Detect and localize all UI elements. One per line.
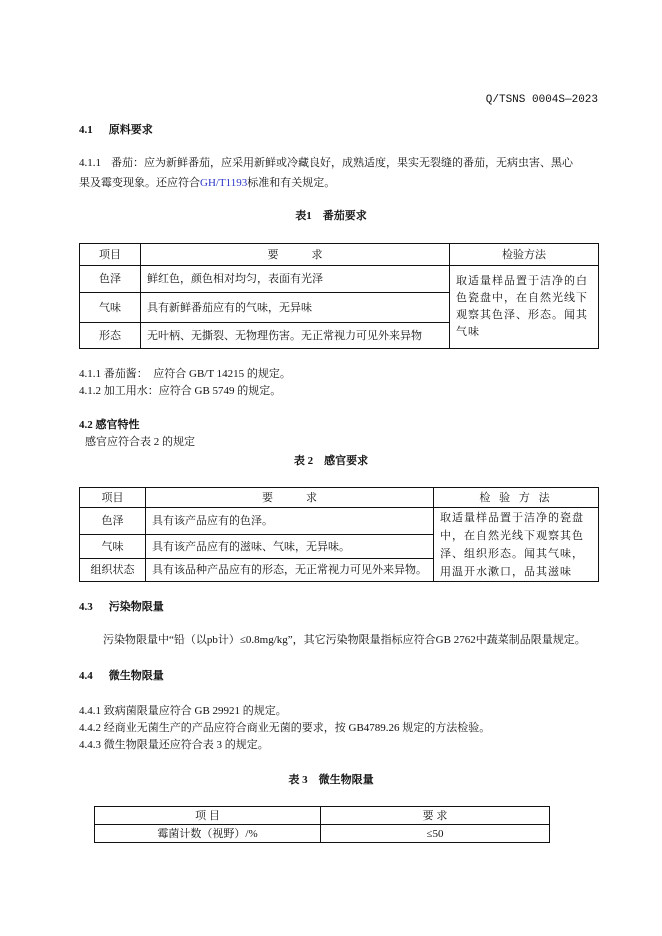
header-cell: 检验方法 <box>450 244 599 266</box>
para-text: 标准和有关规定。 <box>247 177 336 189</box>
para-number: 4.1.1 <box>79 157 101 169</box>
header-cell: 要 求 <box>141 244 450 266</box>
item-cell: 组织状态 <box>80 559 146 582</box>
header-cell: 要 求 <box>146 488 434 508</box>
table-2-title: 表 2 感官要求 <box>293 455 369 467</box>
table-header-row <box>80 488 599 508</box>
requirement-cell: 鲜红色，颜色相对均匀，表面有光泽 <box>141 266 450 293</box>
heading-number: 4.4 <box>79 670 93 682</box>
requirement-cell: 无叶柄、无撕裂、无物理伤害。无正常视力可见外来异物 <box>141 323 450 349</box>
method-cell: 取适量样品置于洁净的瓷盘中，在自然光线下观察其色泽、组织形态。闻其气味，用温开水漱口，品其滋味 <box>434 508 599 582</box>
document-code: Q/TSNS 0004S—2023 <box>485 94 598 106</box>
requirement-cell: 具有新鲜番茄应有的气味，无异味 <box>141 293 450 323</box>
requirement-cell: 具有该产品应有的色泽。 <box>146 508 434 535</box>
heading-text: 污染物限量 <box>108 601 164 613</box>
heading-text: 原料要求 <box>108 124 153 136</box>
section-4-3-heading <box>79 600 164 614</box>
section-4-4-heading <box>79 669 164 683</box>
heading-text: 微生物限量 <box>108 670 164 682</box>
heading-number: 4.3 <box>79 601 93 613</box>
para-text: 果及霉变现象。还应符合 <box>79 177 200 189</box>
table-row <box>95 825 550 843</box>
paragraph-4-1-1-cont <box>79 176 335 190</box>
requirement-cell: 具有该品种产品应有的形态，无正常视力可见外来异物。 <box>146 559 434 582</box>
paragraph-4-3: 污染物限量中“铅（以pb计）≤0.8mg/kg”，其它污染物限量指标应符合GB 2762中蔬菜制品限量规定。 <box>103 634 586 646</box>
header-cell: 项目 <box>80 244 141 266</box>
section-4-2-heading: 4.2 感官特性 <box>79 419 140 431</box>
table-header-row <box>80 244 599 266</box>
item-cell: 气味 <box>80 535 146 559</box>
item-cell: 色泽 <box>80 508 146 535</box>
table-3-title: 表 3 微生物限量 <box>288 774 374 786</box>
standard-link[interactable]: GH/T1193 <box>200 177 248 189</box>
para-text: 番茄：应为新鲜番茄，应采用新鲜或冷藏良好，成熟适度，果实无裂缝的番茄，无病虫害、黑心 <box>111 157 573 169</box>
item-cell: 霉菌计数（视野）/% <box>95 825 321 843</box>
paragraph-4-1-1 <box>79 156 573 170</box>
item-cell: 形态 <box>80 323 141 349</box>
section-4-1-heading <box>79 123 153 137</box>
item-cell: 气味 <box>80 293 141 323</box>
table-header-row <box>95 807 550 825</box>
header-cell: 项 目 <box>95 807 321 825</box>
paragraph-4-4-2: 4.4.2 经商业无菌生产的产品应符合商业无菌的要求，按 GB4789.26 规定的方法检验。 <box>79 722 491 734</box>
requirement-cell: ≤50 <box>321 825 550 843</box>
paragraph-water: 4.1.2 加工用水：应符合 GB 5749 的规定。 <box>79 385 282 397</box>
paragraph-tomato-paste: 4.1.1 番茄酱： 应符合 GB/T 14215 的规定。 <box>79 368 291 380</box>
table-3 <box>94 806 550 843</box>
item-cell: 色泽 <box>80 266 141 293</box>
heading-number: 4.1 <box>79 124 93 136</box>
header-cell: 项目 <box>80 488 146 508</box>
table-1-title: 表1 番茄要求 <box>295 210 367 222</box>
paragraph-4-2: 感官应符合表 2 的规定 <box>85 436 195 448</box>
table-row <box>80 508 599 535</box>
header-cell: 检 验 方 法 <box>434 488 599 508</box>
table-1 <box>79 243 599 349</box>
requirement-cell: 具有该产品应有的滋味、气味，无异味。 <box>146 535 434 559</box>
table-2 <box>79 487 599 582</box>
header-cell: 要 求 <box>321 807 550 825</box>
table-row <box>80 266 599 293</box>
method-cell: 取适量样品置于洁净的白色瓷盘中，在自然光线下观察其色泽、形态。闻其气味 <box>450 266 599 349</box>
paragraph-4-4-1: 4.4.1 致病菌限量应符合 GB 29921 的规定。 <box>79 705 287 717</box>
paragraph-4-4-3: 4.4.3 微生物限量还应符合表 3 的规定。 <box>79 739 269 751</box>
